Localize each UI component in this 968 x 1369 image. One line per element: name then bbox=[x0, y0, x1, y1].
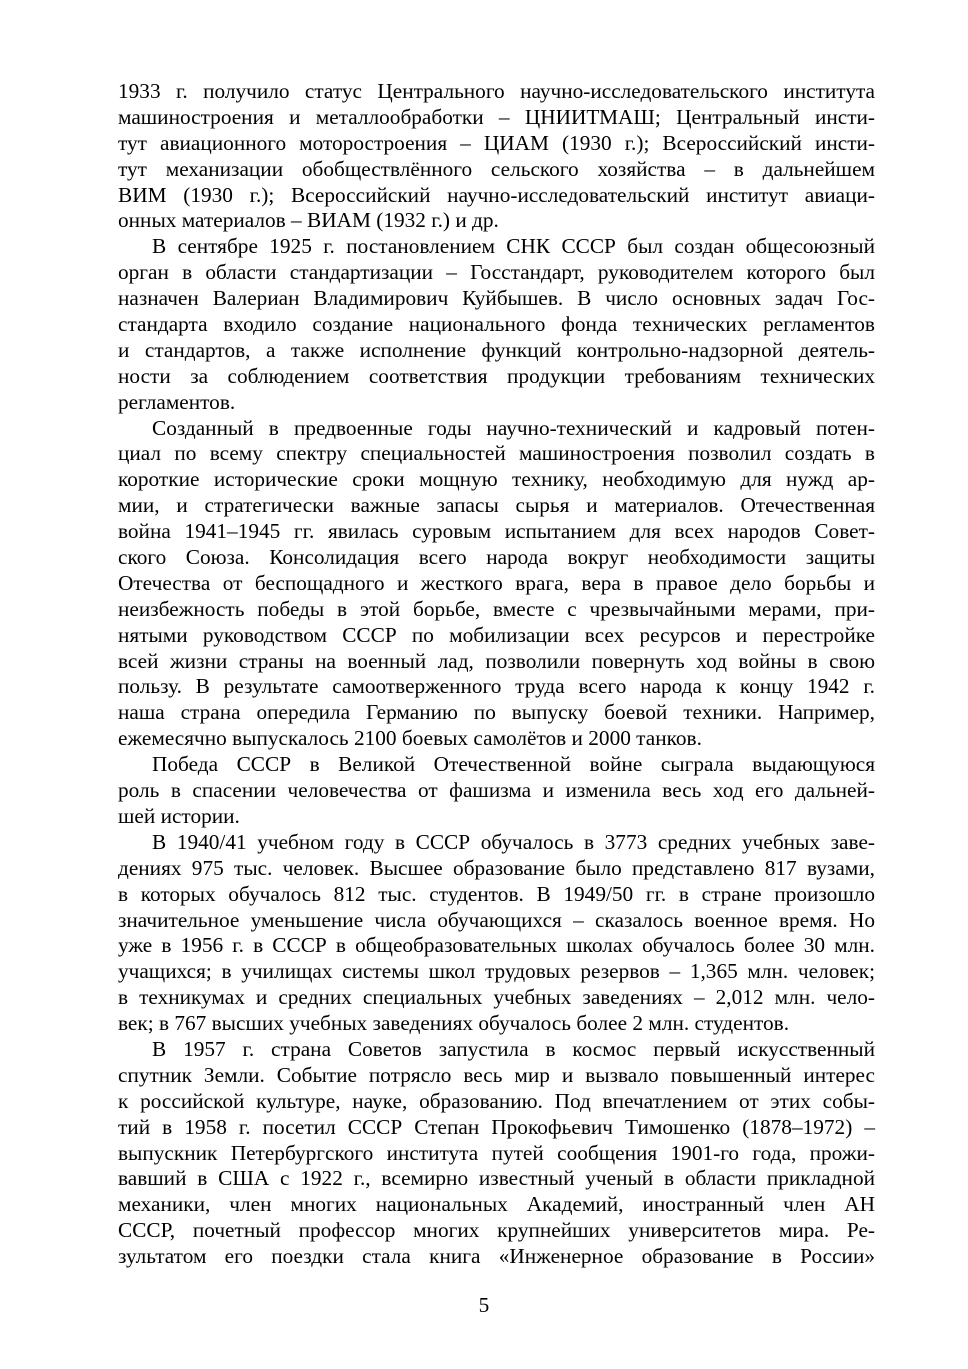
text-line: тут механизации обобществлённого сельского хозяйства – в дальнейшем bbox=[118, 156, 875, 181]
text-line: В 1957 г. страна Советов запустила в космос первый искусственный bbox=[152, 1036, 875, 1061]
paragraph bbox=[118, 234, 875, 415]
text-line: нятыми руководством СССР по мобилизации всех ресурсов и перестройке bbox=[118, 622, 875, 647]
text-line: уже в 1956 г. в СССР в общеобразовательных школах обучалось более 30 млн. bbox=[118, 933, 875, 958]
text-line: неизбежность победы в этой борьбе, вместе с чрезвычайными мерами, при- bbox=[118, 596, 875, 621]
text-line: к российской культуре, науке, образованию. Под впечатлением от этих собы- bbox=[118, 1088, 875, 1113]
text-line: дениях 975 тыс. человек. Высшее образование было представлено 817 вузами, bbox=[118, 855, 875, 880]
text-line: 1933 г. получило статус Центрального научно-исследовательского института bbox=[118, 79, 875, 103]
paragraph bbox=[118, 416, 875, 753]
text-line: Отечества от беспощадного и жесткого врага, вера в правое дело борьбы и bbox=[118, 570, 875, 595]
paragraph bbox=[118, 830, 875, 1037]
text-line: спутник Земли. Событие потрясло весь мир и вызвало повышенный интерес bbox=[118, 1062, 875, 1087]
text-line: значительное уменьшение числа обучающихся – сказалось военное время. Но bbox=[118, 907, 875, 932]
text-line: роль в спасении человечества от фашизма и изменила весь ход его дальней- bbox=[118, 778, 875, 803]
text-line: машиностроения и металлообработки – ЦНИИТМАШ; Центральный инсти- bbox=[118, 104, 875, 129]
page-number: 5 bbox=[478, 1293, 490, 1317]
paragraph bbox=[118, 752, 875, 830]
text-line: в техникумах и средних специальных учебных заведениях – 2,012 млн. чело- bbox=[118, 985, 875, 1010]
text-line: механики, член многих национальных Академий, иностранный член АН bbox=[118, 1192, 875, 1217]
text-line: назначен Валериан Владимирович Куйбышев. В число основных задач Гос- bbox=[118, 286, 875, 311]
text-line: ежемесячно выпускалось 2100 боевых самолётов и 2000 танков. bbox=[118, 726, 702, 751]
text-line: Созданный в предвоенные годы научно-технический и кадровый потен- bbox=[152, 415, 875, 440]
text-line: ности за соблюдением соответствия продукции требованиям технических bbox=[118, 363, 875, 388]
text-line: война 1941–1945 гг. явилась суровым испытанием для всех народов Совет- bbox=[118, 519, 875, 544]
text-line: наша страна опередила Германию по выпуску боевой техники. Например, bbox=[118, 700, 875, 725]
text-line: шей истории. bbox=[118, 803, 240, 828]
text-line: В сентябре 1925 г. постановлением СНК СССР был создан общесоюзный bbox=[152, 234, 875, 259]
text-line: мии, и стратегически важные запасы сырья и материалов. Отечественная bbox=[118, 493, 875, 518]
text-line: вавший в США с 1922 г., всемирно известный ученый в области прикладной bbox=[118, 1166, 875, 1191]
text-line: век; в 767 высших учебных заведениях обучалось более 2 млн. студентов. bbox=[118, 1011, 790, 1036]
paragraph bbox=[118, 79, 875, 234]
text-line: пользу. В результате самоотверженного труда всего народа к концу 1942 г. bbox=[118, 674, 875, 699]
text-line: и стандартов, а также исполнение функций контрольно-надзорной деятель- bbox=[118, 337, 875, 362]
text-line: В 1940/41 учебном году в СССР обучалось в 3773 средних учебных заве- bbox=[152, 829, 875, 854]
text-line: ского Союза. Консолидация всего народа вокруг необходимости защиты bbox=[118, 545, 875, 570]
text-line: короткие исторические сроки мощную технику, необходимую для нужд ар- bbox=[118, 467, 875, 492]
text-line: тут авиационного моторостроения – ЦИАМ (1930 г.); Всероссийский инсти- bbox=[118, 130, 875, 155]
text-line: тий в 1958 г. посетил СССР Степан Прокофьевич Тимошенко (1878–1972) – bbox=[118, 1114, 875, 1139]
text-line: регламентов. bbox=[118, 389, 236, 414]
text-line: онных материалов – ВИАМ (1932 г.) и др. bbox=[118, 208, 499, 233]
text-line: ВИМ (1930 г.); Всероссийский научно-исследовательский институт авиаци- bbox=[118, 182, 875, 207]
text-line: циал по всему спектру специальностей машиностроения позволил создать в bbox=[118, 441, 875, 466]
text-line: стандарта входило создание национального фонда технических регламентов bbox=[118, 312, 875, 337]
document-body bbox=[118, 79, 875, 1270]
paragraph bbox=[118, 1037, 875, 1270]
text-line: выпускник Петербургского института путей сообщения 1901-го года, прожи- bbox=[118, 1140, 875, 1165]
text-line: зультатом его поездки стала книга «Инженерное образование в России» bbox=[118, 1244, 875, 1269]
text-line: всей жизни страны на военный лад, позволили повернуть ход войны в свою bbox=[118, 648, 875, 673]
text-line: Победа СССР в Великой Отечественной войне сыграла выдающуюся bbox=[152, 752, 875, 777]
text-line: в которых обучалось 812 тыс. студентов. В 1949/50 гг. в стране произошло bbox=[118, 881, 875, 906]
text-line: СССР, почетный профессор многих крупнейших университетов мира. Ре- bbox=[118, 1218, 875, 1243]
text-line: учащихся; в училищах системы школ трудовых резервов – 1,365 млн. человек; bbox=[118, 959, 875, 984]
text-line: орган в области стандартизации – Госстандарт, руководителем которого был bbox=[118, 260, 875, 285]
